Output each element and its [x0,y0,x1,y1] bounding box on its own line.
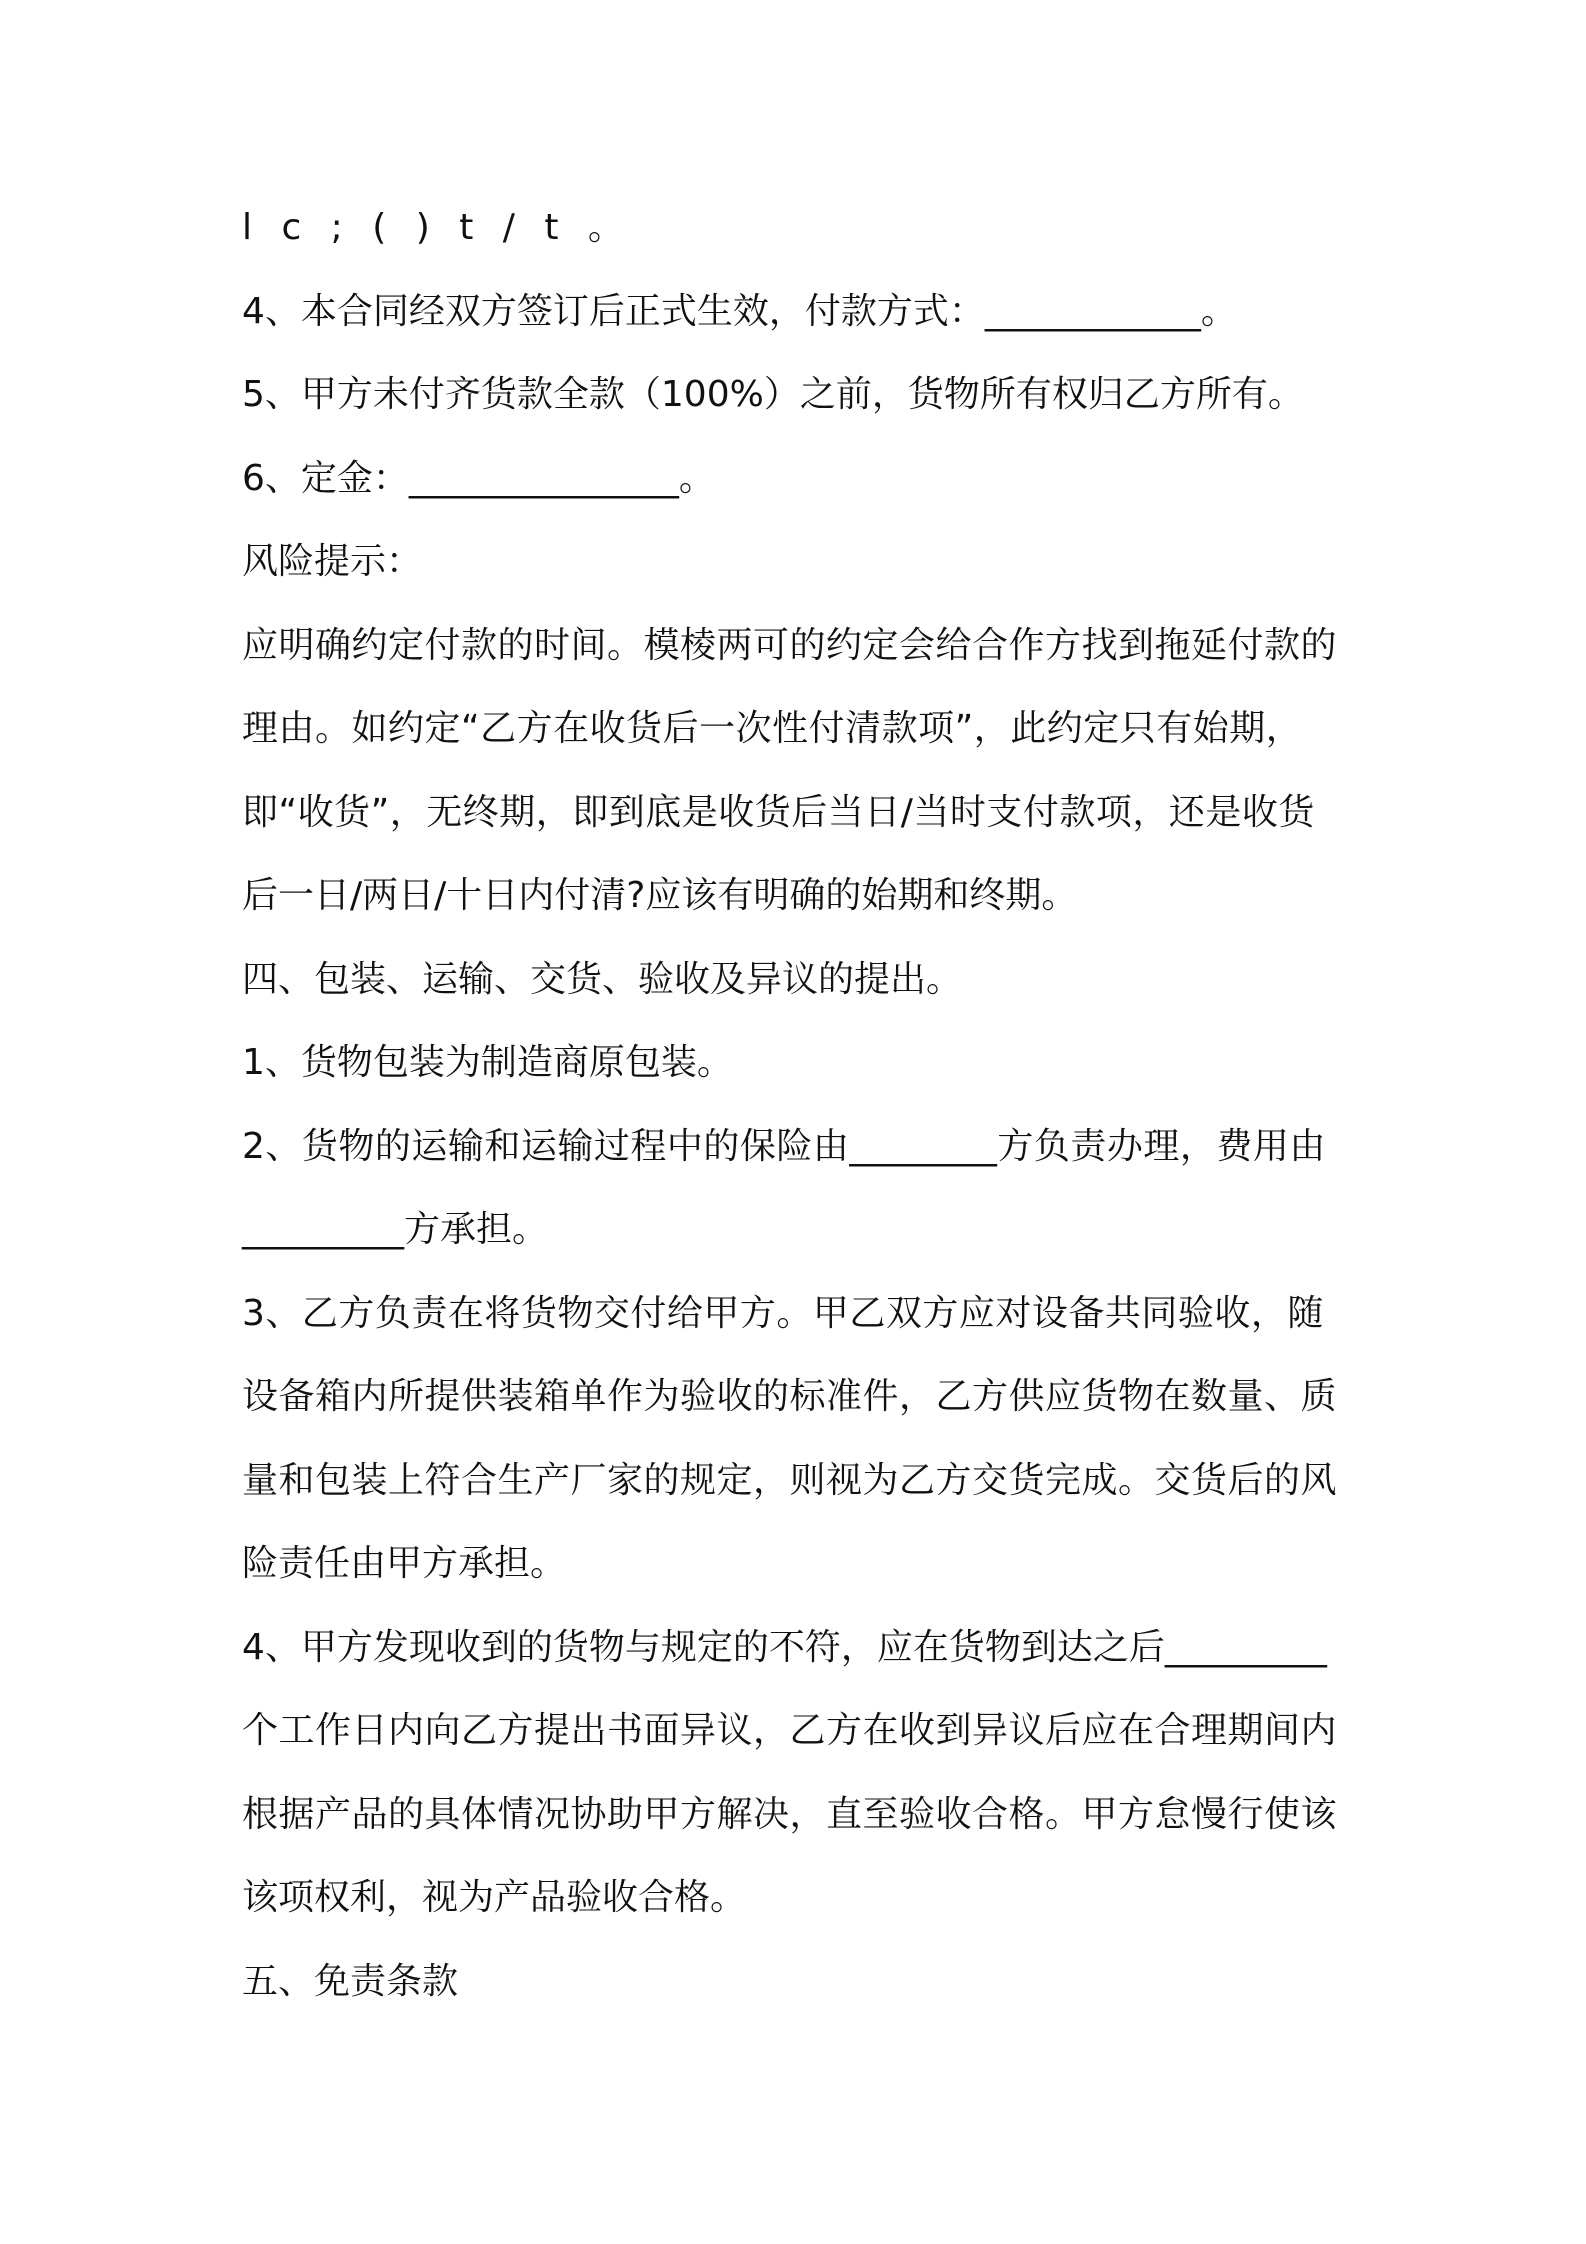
risk-notice-text: 应明确约定付款的时间。模棱两可的约定会给合作方找到拖延付款的 [242,624,1338,666]
document-body [242,186,1362,2023]
text-line: l c ; ( ) t / t 。 [242,207,633,248]
delivery-clause: 设备箱内所提供装箱单作为验收的标准件，乙方供应货物在数量、质 [242,1376,1338,1417]
objection-clause: 4、甲方发现收到的货物与规定的不符，应在货物到达之后_________ [242,1626,1327,1668]
payment-method-clause: 4、本合同经双方签订后正式生效，付款方式：____________。 [242,290,1237,332]
ownership-clause: 5、甲方未付齐货款全款（100%）之前，货物所有权归乙方所有。 [242,374,1304,415]
deposit-clause: 6、定金：_______________。 [242,457,715,499]
section-heading-exemption: 五、免责条款 [242,1960,459,2002]
section-heading-packaging: 四、包装、运输、交货、验收及异议的提出。 [242,958,963,1000]
risk-notice-text: 即“收货”，无终期，即到底是收货后当日/当时支付款项，还是收货 [242,791,1315,833]
risk-notice-text: 后一日/两日/十日内付清?应该有明确的始期和终期。 [242,875,1078,916]
objection-clause: 根据产品的具体情况协助甲方解决，直至验收合格。甲方怠慢行使该 [242,1793,1338,1835]
objection-clause: 该项权利，视为产品验收合格。 [242,1877,747,1918]
objection-clause: 个工作日内向乙方提出书面异议，乙方在收到异议后应在合理期间内 [242,1710,1338,1751]
delivery-clause: 3、乙方负责在将货物交付给甲方。甲乙双方应对设备共同验收，随 [242,1292,1324,1334]
delivery-clause: 险责任由甲方承担。 [242,1543,567,1584]
packaging-clause: 1、货物包装为制造商原包装。 [242,1042,733,1083]
transport-clause: 2、货物的运输和运输过程中的保险由________方负责办理，费用由 [242,1125,1326,1167]
risk-notice-text: 理由。如约定“乙方在收货后一次性付清款项”，此约定只有始期， [242,708,1303,749]
risk-notice-heading: 风险提示： [242,541,423,582]
delivery-clause: 量和包装上符合生产厂家的规定，则视为乙方交货完成。交货后的风 [242,1459,1338,1501]
transport-clause: _________方承担。 [242,1209,549,1250]
